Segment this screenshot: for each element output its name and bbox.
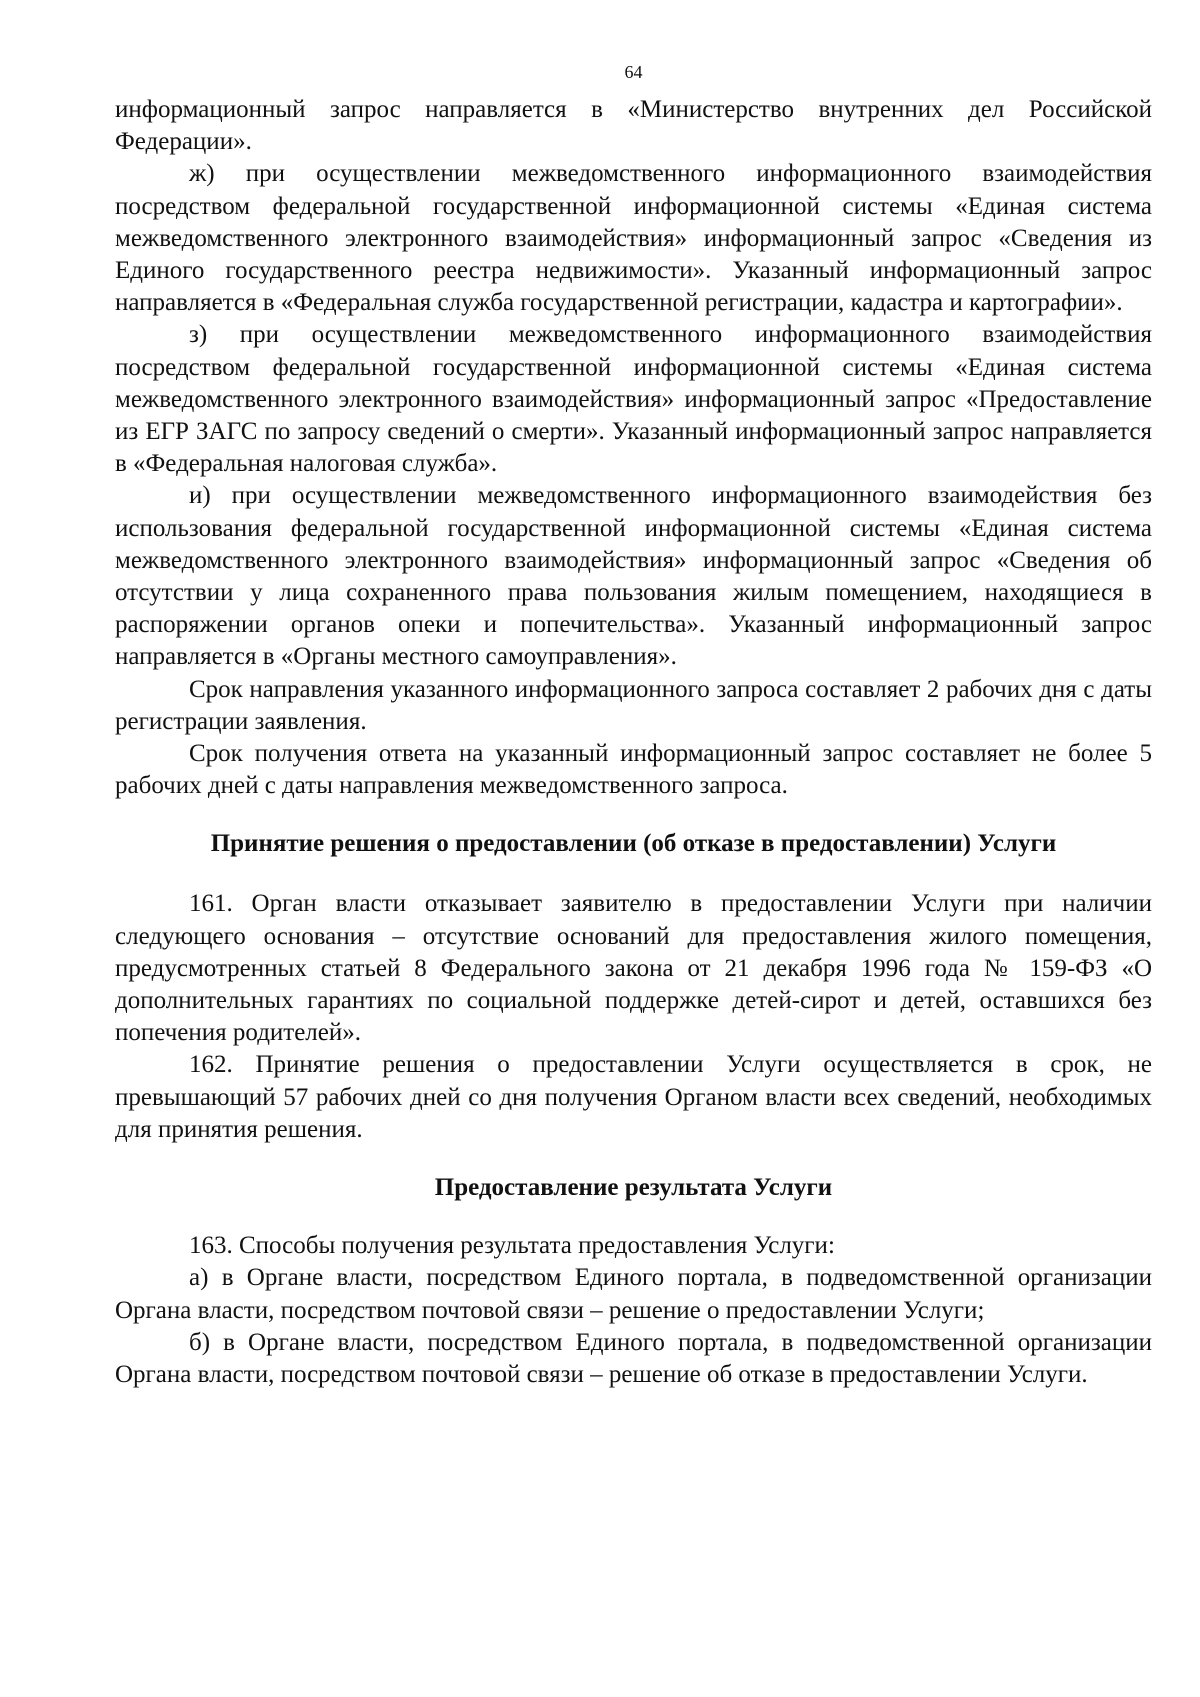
paragraph-item-z: з) при осуществлении межведомственного информационного взаимодействия посредством федеральной государственной информационной системы «Единая система межведомственного электронного взаимодействия» информационный запрос «Предоставление из ЕГР ЗАГС по запросу сведений о смерти». Указанный информационный запрос направляется в «Федеральная налоговая служба». (115, 321, 1152, 478)
paragraph-163: 163. Способы получения результата предоставления Услуги: (189, 1232, 835, 1260)
section-heading-decision: Принятие решения о предоставлении (об отказе в предоставлении) Услуги (210, 830, 1057, 858)
paragraph-163-b: б) в Органе власти, посредством Единого портала, в подведомственной организации Органа власти, посредством почтовой связи – решение об отказе в предоставлении Услуги. (115, 1328, 1152, 1388)
paragraph-item-zh: ж) при осуществлении межведомственного информационного взаимодействия посредством федеральной государственной информационной системы «Единая система межведомственного электронного взаимодействия» информационный запрос «Сведения из Единого государственного реестра недвижимости». Указанный информационный запрос направляется в «Федеральная служба государственной регистрации, кадастра и картографии». (115, 160, 1152, 317)
paragraph-continuation: информационный запрос направляется в «Министерство внутренних дел Российской Федерации». (115, 96, 1152, 156)
document-page (115, 60, 1152, 1391)
paragraph-response-deadline: Срок получения ответа на указанный информационный запрос составляет не более 5 рабочих дней с даты направления межведомственного запроса. (115, 740, 1152, 800)
paragraph-161: 161. Орган власти отказывает заявителю в предоставлении Услуги при наличии следующего основания – отсутствие оснований для предоставления жилого помещения, предусмотренных статьей 8 Федерального закона от 21 декабря 1996 года № 159-ФЗ «О дополнительных гарантиях по социальной поддержке детей-сирот и детей, оставшихся без попечения родителей». (115, 890, 1152, 1047)
paragraph-163-a: а) в Органе власти, посредством Единого портала, в подведомственной организации Органа власти, посредством почтовой связи – решение о предоставлении Услуги; (115, 1264, 1152, 1324)
page-number: 64 (624, 62, 643, 82)
paragraph-request-deadline: Срок направления указанного информационного запроса составляет 2 рабочих дня с даты регистрации заявления. (115, 675, 1152, 735)
paragraph-162: 162. Принятие решения о предоставлении Услуги осуществляется в срок, не превышающий 57 рабочих дней со дня получения Органом власти всех сведений, необходимых для принятия решения. (115, 1051, 1152, 1143)
section-heading-result: Предоставление результата Услуги (434, 1174, 833, 1202)
paragraph-item-i: и) при осуществлении межведомственного информационного взаимодействия без использования федеральной государственной информационной системы «Единая система межведомственного электронного взаимодействия» информационный запрос «Сведения об отсутствии у лица сохраненного права пользования жилым помещением, находящиеся в распоряжении органов опеки и попечительства». Указанный информационный запрос направляется в «Органы местного самоуправления». (115, 482, 1152, 671)
